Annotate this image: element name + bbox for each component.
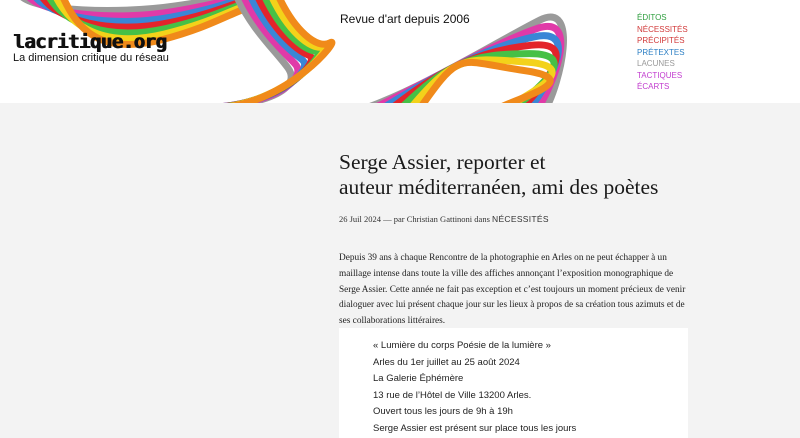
article-by: — par — [383, 214, 405, 224]
article-paragraph: Depuis 39 ans à chaque Rencontre de la photographie en Arles on ne peut échapper à un maillage intense dans toute la ville des affiches annonçant l’exposition monographique de Serge Assier. Cette année ne fait pas exception et c’est toujours un moment précieux de venir dialoguer avec lui présent chaque jour sur les lieux à propos de sa création tous azimuts et de ses collaborations littéraires. — [339, 253, 686, 327]
ribbon-stroke — [419, 62, 550, 103]
exhibition-venue: La Galerie Éphémère — [373, 373, 464, 384]
article-meta — [339, 214, 699, 224]
menu-item-necessites[interactable]: NÉCESSITÉS — [637, 24, 688, 34]
article-category-link[interactable]: NÉCESSITÉS — [492, 214, 549, 224]
article-title-line1: Serge Assier, reporter et — [339, 150, 546, 174]
site-header — [0, 0, 800, 103]
menu-item-tactiques[interactable]: TACTIQUES — [637, 70, 683, 80]
exhibition-address: 13 rue de l’Hôtel de Ville 13200 Arles. — [373, 389, 532, 401]
site-logo[interactable]: lacritique.org — [13, 31, 167, 53]
site-tagline: La dimension critique du réseau — [13, 52, 169, 64]
menu-item-editos[interactable]: ÉDITOS — [637, 13, 667, 22]
menu-item-lacunes[interactable]: LACUNES — [637, 59, 675, 68]
exhibition-note: Serge Assier est présent sur place tous les jours — [373, 422, 577, 434]
article — [339, 150, 699, 339]
article-author-link[interactable]: Christian Gattinoni — [406, 214, 473, 224]
site-subtitle: Revue d'art depuis 2006 — [340, 12, 470, 26]
main-menu — [637, 12, 688, 93]
article-in: dans — [474, 214, 490, 224]
article-title-line2: auteur méditerranéen, ami des poètes — [339, 175, 659, 199]
exhibition-dates: Arles du 1er juillet au 25 août 2024 — [373, 356, 520, 368]
menu-item-ecarts[interactable]: ÉCARTS — [637, 82, 670, 91]
exhibition-title: « Lumière du corps Poésie de la lumière » — [373, 340, 551, 351]
exhibition-info-box — [339, 328, 688, 438]
exhibition-hours: Ouvert tous les jours de 9h à 19h — [373, 406, 513, 417]
article-date: 26 Juil 2024 — [339, 214, 382, 224]
menu-item-pretextes[interactable]: PRÉTEXTES — [637, 47, 685, 57]
menu-item-precipites[interactable]: PRÉCIPITÉS — [637, 36, 685, 45]
article-title — [339, 150, 699, 200]
